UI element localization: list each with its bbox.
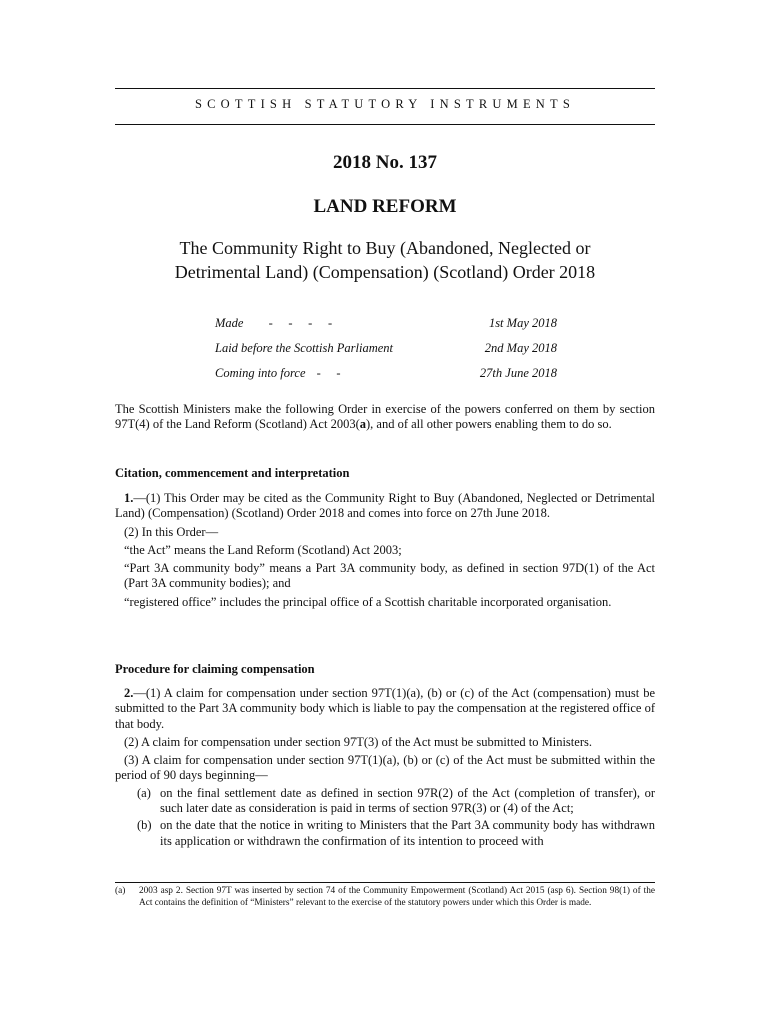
- section-number: 2.: [124, 686, 134, 700]
- date-value: 2nd May 2018: [484, 341, 557, 355]
- footnote-text: 2003 asp 2. Section 97T was inserted by section 74 of the Community Empowerment (Scotland) Act 2015 (asp 6). Section 98(1) of the Act contains the definition of “Ministers” relevant to the exercise of the statutory powers under which this Order is made.: [139, 886, 655, 908]
- footnote-mark: (a): [115, 886, 126, 896]
- section-2-para-2: (2) A claim for compensation under section 97T(3) of the Act must be submitted to Ministers.: [124, 734, 592, 749]
- section-1: [115, 491, 655, 610]
- top-rule: [115, 88, 655, 89]
- date-row-coming-into-force: [215, 366, 557, 391]
- list-item-text: on the date that the notice in writing to Ministers that the Part 3A community body has withdrawn its application or withdrawn the confirmation of its intention to proceed with: [160, 818, 655, 848]
- section-number: 1.: [124, 491, 134, 505]
- footnote-reference: a: [359, 417, 366, 432]
- dates-table: [215, 316, 557, 391]
- order-title-line-2: Detrimental Land) (Compensation) (Scotland) Order 2018: [174, 262, 596, 282]
- instrument-number: 2018 No. 137: [333, 152, 437, 173]
- list-item: [115, 818, 655, 849]
- list-item-label: (b): [137, 818, 152, 833]
- footnote-rule: [115, 882, 655, 883]
- section-2-heading: Procedure for claiming compensation: [115, 662, 315, 676]
- date-label: Coming into force: [215, 366, 306, 380]
- order-title: [115, 236, 655, 284]
- section-2-para-1: —(1) A claim for compensation under section 97T(1)(a), (b) or (c) of the Act (compensation) must be submitted to the Part 3A community body which is liable to pay the compensation at the registered office of that body.: [115, 686, 655, 731]
- definition-registered-office: “registered office” includes the principal office of a Scottish charitable incorporated organisation.: [124, 594, 612, 609]
- list-item-text: on the final settlement date as defined in section 97R(2) of the Act (completion of transfer), or such later date as consideration is paid in terms of section 97R(3) or (4) of the Act;: [160, 785, 655, 816]
- section-1-para-1: —(1) This Order may be cited as the Community Right to Buy (Abandoned, Neglected or Detrimental Land) (Compensation) (Scotland) Order 2018 and comes into force on 27th June 2018.: [115, 491, 655, 521]
- date-leader: - - - -: [268, 316, 333, 330]
- footnote: [115, 886, 655, 909]
- series-heading: SCOTTISH STATUTORY INSTRUMENTS: [194, 97, 576, 111]
- date-leader: - -: [316, 366, 341, 380]
- section-1-heading: Citation, commencement and interpretation: [115, 466, 350, 480]
- definition-act: “the Act” means the Land Reform (Scotland) Act 2003;: [124, 542, 402, 557]
- preamble-text-end: ), and of all other powers enabling them to do so.: [365, 417, 612, 432]
- section-1-para-2: (2) In this Order—: [124, 524, 219, 539]
- section-2-para-3: (3) A claim for compensation under section 97T(1)(a), (b) or (c) of the Act must be submitted within the period of 90 days beginning—: [115, 753, 655, 783]
- list-item-label: (a): [137, 785, 151, 800]
- date-value: 27th June 2018: [479, 366, 557, 380]
- preamble-text: The Scottish Ministers make the following Order in exercise of the powers conferred on them by section 97T(4) of the Land Reform (Scotland) Act 2003(: [115, 402, 655, 432]
- date-value: 1st May 2018: [488, 316, 557, 330]
- order-title-line-1: The Community Right to Buy (Abandoned, Neglected or: [179, 238, 591, 258]
- preamble: [115, 402, 655, 433]
- subject-heading: LAND REFORM: [313, 196, 457, 217]
- definition-community-body: “Part 3A community body” means a Part 3A community body, as defined in section 97D(1) of the Act (Part 3A community bodies); and: [124, 561, 655, 591]
- date-row-made: [215, 316, 557, 341]
- list-item: [115, 786, 655, 817]
- date-label: Laid before the Scottish Parliament: [215, 341, 393, 355]
- section-2: [115, 686, 655, 849]
- series-rule: [115, 124, 655, 125]
- date-label: Made: [215, 316, 244, 330]
- date-row-laid: [215, 341, 557, 366]
